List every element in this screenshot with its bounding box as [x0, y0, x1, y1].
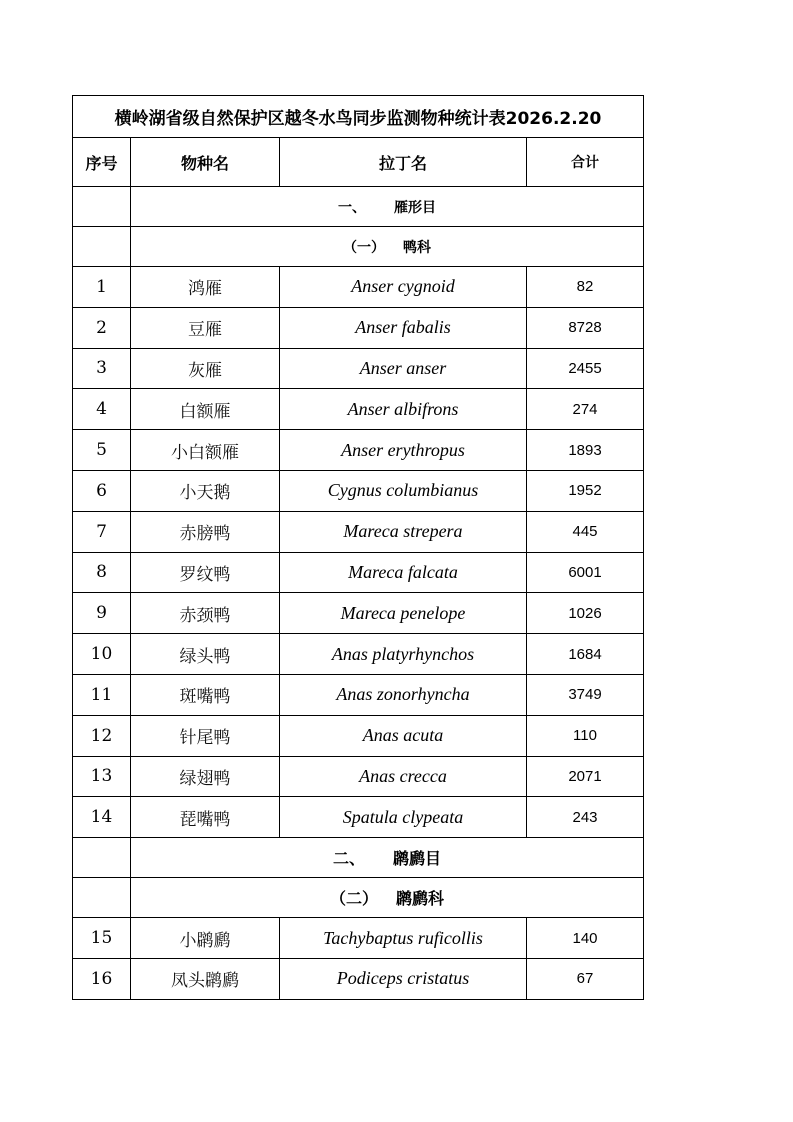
family-cell: [131, 227, 644, 267]
table-row: [73, 715, 644, 756]
family-name: 䴙䴘科: [396, 889, 445, 909]
order-row-blank: [73, 187, 131, 227]
cell-latin-name: Mareca penelope: [280, 593, 527, 634]
table-title: 横岭湖省级自然保护区越冬水鸟同步监测物种统计表2026.2.20: [73, 96, 644, 138]
order-name: 䴙䴘目: [393, 849, 442, 869]
table-row: [73, 267, 644, 308]
cell-no: 5: [73, 430, 131, 471]
cell-no: 11: [73, 674, 131, 715]
cell-no: 3: [73, 348, 131, 389]
cell-no: 1: [73, 267, 131, 308]
table-row: [73, 307, 644, 348]
table-row: [73, 674, 644, 715]
order-row: [73, 187, 644, 227]
order-name: 雁形目: [394, 199, 437, 216]
cell-no: 8: [73, 552, 131, 593]
cell-species-name: 豆雁: [131, 307, 280, 348]
cell-latin-name: Anser erythropus: [280, 430, 527, 471]
cell-no: 16: [73, 958, 131, 999]
cell-species-name: 小䴙䴘: [131, 918, 280, 959]
table-row: [73, 511, 644, 552]
table-title-row: [73, 96, 644, 138]
family-name: 鸭科: [403, 239, 432, 256]
column-header-name: 物种名: [131, 138, 280, 187]
cell-species-name: 琵嘴鸭: [131, 797, 280, 838]
cell-no: 14: [73, 797, 131, 838]
order-number: 二、: [333, 849, 366, 869]
cell-latin-name: Anas platyrhynchos: [280, 634, 527, 675]
cell-latin-name: Mareca strepera: [280, 511, 527, 552]
cell-latin-name: Spatula clypeata: [280, 797, 527, 838]
cell-latin-name: Cygnus columbianus: [280, 470, 527, 511]
table-row: [73, 430, 644, 471]
cell-species-name: 绿翅鸭: [131, 756, 280, 797]
column-header-no: 序号: [73, 138, 131, 187]
column-header-latin: 拉丁名: [280, 138, 527, 187]
cell-no: 2: [73, 307, 131, 348]
cell-species-name: 罗纹鸭: [131, 552, 280, 593]
cell-latin-name: Anser albifrons: [280, 389, 527, 430]
cell-latin-name: Anser cygnoid: [280, 267, 527, 308]
cell-total: 2071: [527, 756, 644, 797]
cell-total: 8728: [527, 307, 644, 348]
cell-total: 82: [527, 267, 644, 308]
cell-latin-name: Anas zonorhyncha: [280, 674, 527, 715]
cell-total: 1684: [527, 634, 644, 675]
cell-no: 13: [73, 756, 131, 797]
order-cell: [131, 838, 644, 878]
cell-total: 110: [527, 715, 644, 756]
cell-total: 445: [527, 511, 644, 552]
table-row: [73, 593, 644, 634]
table-header-row: [73, 138, 644, 187]
cell-total: 274: [527, 389, 644, 430]
table-row: [73, 470, 644, 511]
cell-species-name: 小白额雁: [131, 430, 280, 471]
cell-no: 10: [73, 634, 131, 675]
cell-latin-name: Anas acuta: [280, 715, 527, 756]
order-row: [73, 838, 644, 878]
table-row: [73, 918, 644, 959]
cell-latin-name: Anser anser: [280, 348, 527, 389]
table-row: [73, 389, 644, 430]
family-row: [73, 878, 644, 918]
table-row: [73, 958, 644, 999]
cell-total: 67: [527, 958, 644, 999]
family-row-blank: [73, 227, 131, 267]
table-row: [73, 552, 644, 593]
cell-species-name: 小天鹅: [131, 470, 280, 511]
cell-species-name: 针尾鸭: [131, 715, 280, 756]
cell-species-name: 赤膀鸭: [131, 511, 280, 552]
cell-total: 1026: [527, 593, 644, 634]
family-cell: [131, 878, 644, 918]
cell-no: 9: [73, 593, 131, 634]
cell-total: 3749: [527, 674, 644, 715]
cell-total: 6001: [527, 552, 644, 593]
cell-species-name: 鸿雁: [131, 267, 280, 308]
cell-species-name: 斑嘴鸭: [131, 674, 280, 715]
cell-latin-name: Mareca falcata: [280, 552, 527, 593]
family-row: [73, 227, 644, 267]
cell-species-name: 赤颈鸭: [131, 593, 280, 634]
table-row: [73, 756, 644, 797]
cell-no: 4: [73, 389, 131, 430]
cell-no: 7: [73, 511, 131, 552]
cell-no: 12: [73, 715, 131, 756]
cell-species-name: 灰雁: [131, 348, 280, 389]
species-statistics-table: [72, 95, 644, 1000]
cell-total: 1893: [527, 430, 644, 471]
family-row-blank: [73, 878, 131, 918]
order-number: 一、: [338, 199, 367, 216]
cell-latin-name: Tachybaptus ruficollis: [280, 918, 527, 959]
cell-no: 6: [73, 470, 131, 511]
cell-species-name: 绿头鸭: [131, 634, 280, 675]
table-row: [73, 348, 644, 389]
table-row: [73, 797, 644, 838]
cell-species-name: 白额雁: [131, 389, 280, 430]
cell-latin-name: Anas crecca: [280, 756, 527, 797]
cell-latin-name: Podiceps cristatus: [280, 958, 527, 999]
order-cell: [131, 187, 644, 227]
table-row: [73, 634, 644, 675]
cell-latin-name: Anser fabalis: [280, 307, 527, 348]
cell-total: 140: [527, 918, 644, 959]
cell-total: 1952: [527, 470, 644, 511]
family-number: （一）: [343, 239, 386, 256]
cell-no: 15: [73, 918, 131, 959]
column-header-total: 合计: [527, 138, 644, 187]
family-number: （二）: [330, 889, 379, 909]
cell-total: 2455: [527, 348, 644, 389]
order-row-blank: [73, 838, 131, 878]
cell-species-name: 凤头䴙䴘: [131, 958, 280, 999]
cell-total: 243: [527, 797, 644, 838]
